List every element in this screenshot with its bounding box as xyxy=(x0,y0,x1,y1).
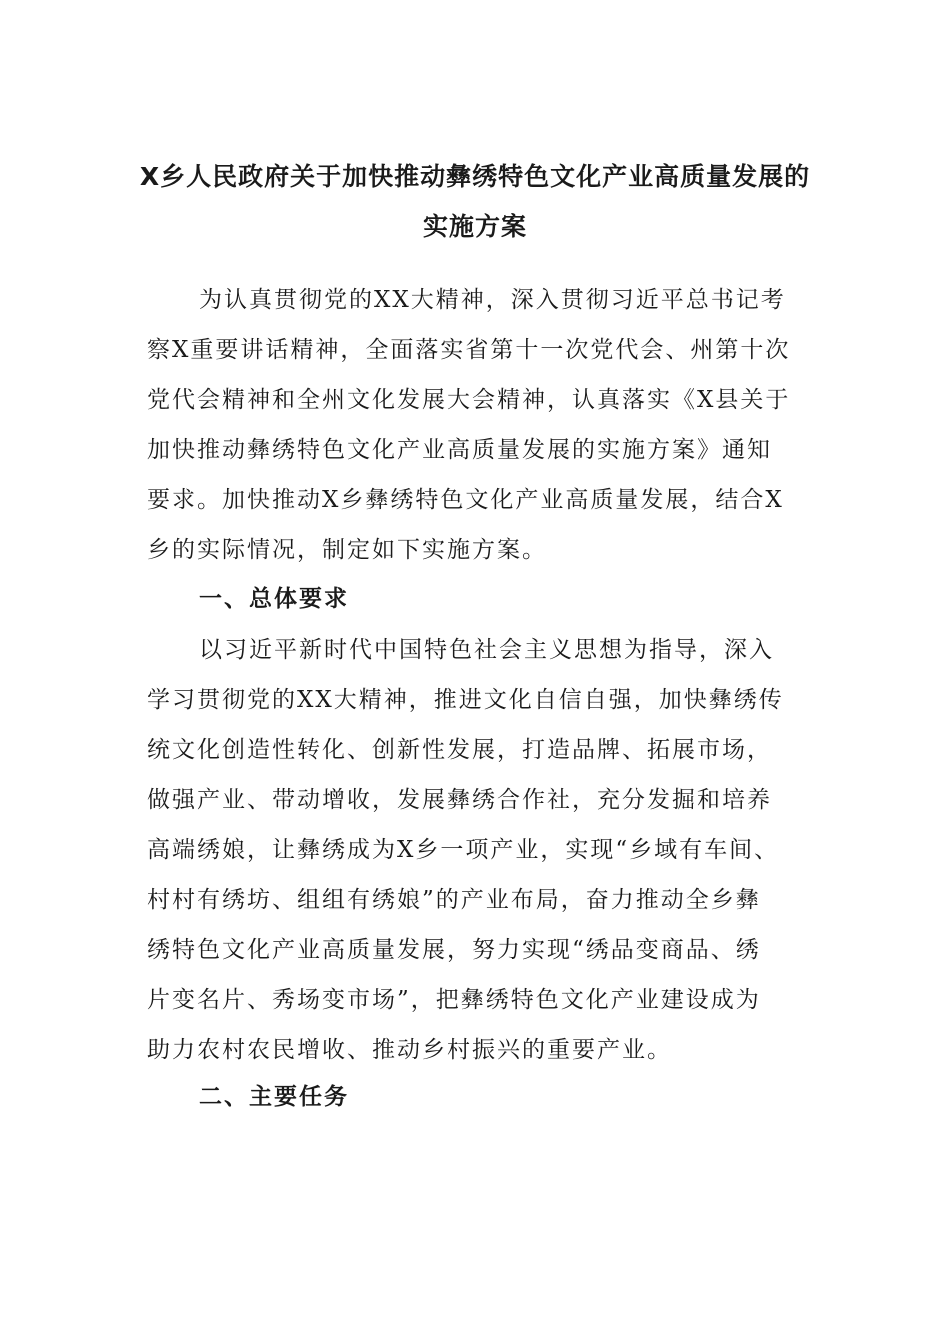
document-title-line-1: X乡人民政府关于加快推动彝绣特色文化产业高质量发展的 xyxy=(139,162,811,191)
intro-paragraph xyxy=(147,275,807,575)
section1-line: 绣特色文化产业高质量发展，努力实现“绣品变商品、绣 xyxy=(147,937,761,963)
section1-line: 统文化创造性转化、创新性发展，打造品牌、拓展市场， xyxy=(147,737,772,763)
intro-line: 党代会精神和全州文化发展大会精神，认真落实《X县关于 xyxy=(147,387,791,413)
intro-line: 要求。加快推动X乡彝绣特色文化产业高质量发展，结合X xyxy=(147,487,784,513)
section1-line: 学习贯彻党的XX大精神，推进文化自信自强，加快彝绣传 xyxy=(147,687,784,713)
section1-line: 助力农村农民增收、推动乡村振兴的重要产业。 xyxy=(147,1037,672,1063)
section1-line: 高端绣娘，让彝绣成为X乡一项产业，实现“乡域有车间、 xyxy=(147,837,780,863)
section-heading-main-tasks: 二、主要任务 xyxy=(199,1084,349,1110)
section1-paragraph xyxy=(147,625,807,1075)
section-heading-general-requirements: 一、总体要求 xyxy=(199,586,349,612)
document-title-line-2: 实施方案 xyxy=(422,212,527,241)
section1-line: 以习近平新时代中国特色社会主义思想为指导，深入 xyxy=(199,637,774,663)
intro-line: 察X重要讲话精神，全面落实省第十一次党代会、州第十次 xyxy=(147,337,791,363)
intro-line: 为认真贯彻党的XX大精神，深入贯彻习近平总书记考 xyxy=(199,287,786,313)
section1-line: 片变名片、秀场变市场”，把彝绣特色文化产业建设成为 xyxy=(147,987,761,1013)
section1-line: 村村有绣坊、组组有绣娘”的产业布局，奋力推动全乡彝 xyxy=(147,887,761,913)
intro-line: 乡的实际情况，制定如下实施方案。 xyxy=(147,537,547,563)
intro-line: 加快推动彝绣特色文化产业高质量发展的实施方案》通知 xyxy=(147,437,772,463)
section1-line: 做强产业、带动增收，发展彝绣合作社，充分发掘和培养 xyxy=(147,787,772,813)
